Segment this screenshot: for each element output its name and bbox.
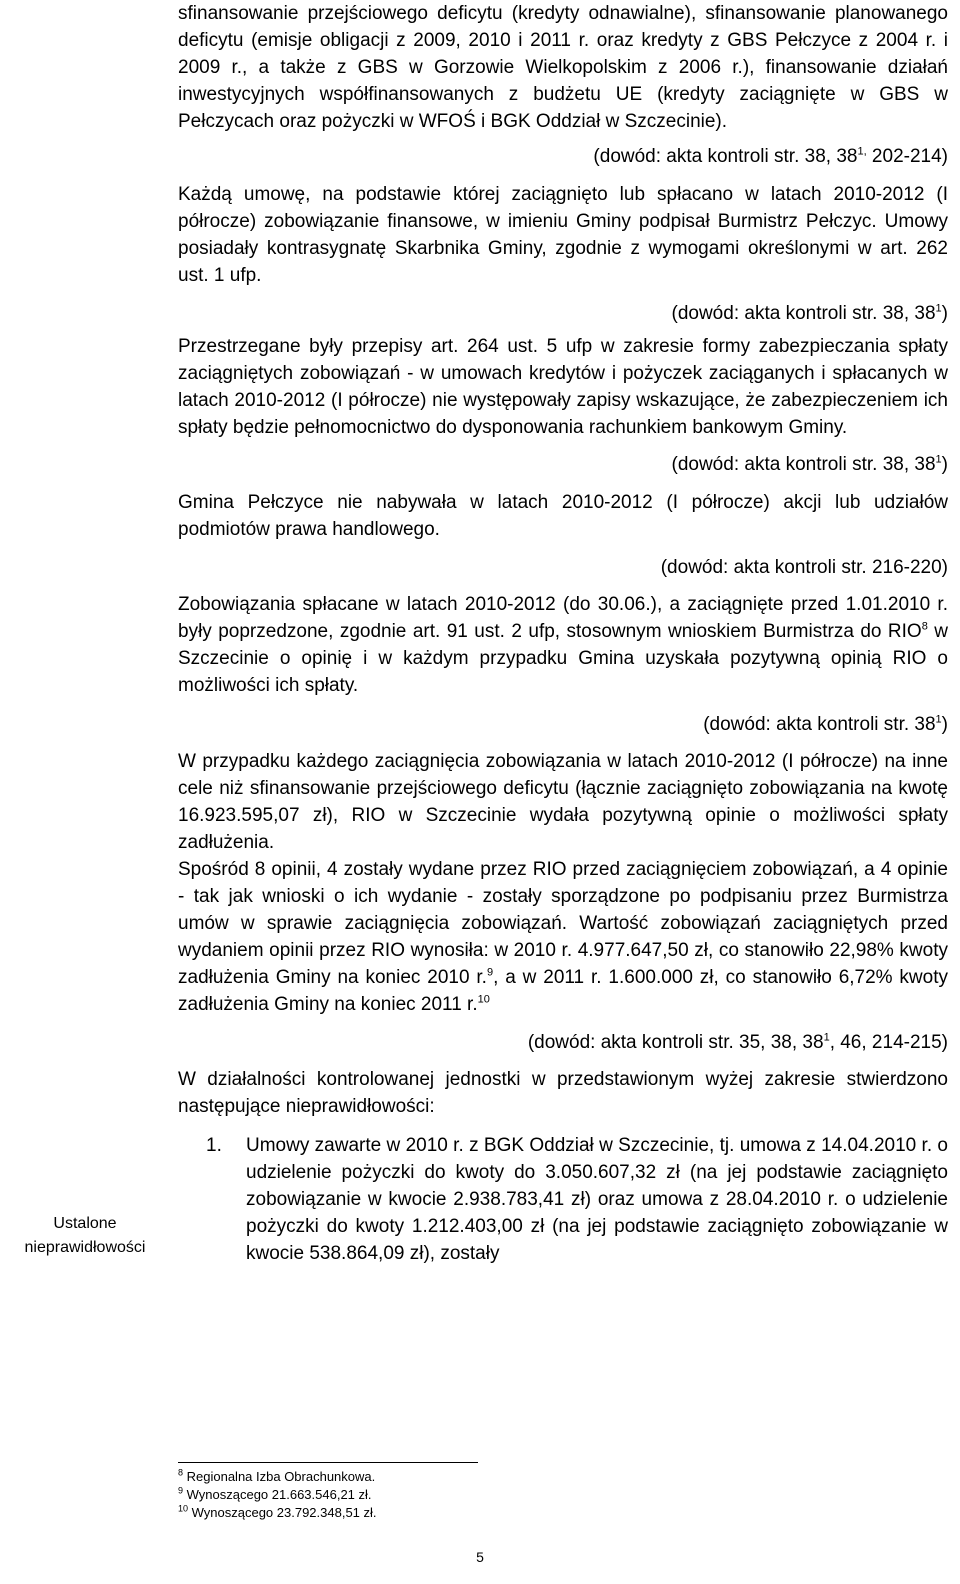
- paragraph-irregularities-intro: W działalności kontrolowanej jednostki w przedstawionym wyżej zakresie stwierdzono następujące nieprawidłowości:: [178, 1069, 948, 1117]
- evidence-citation: (dowód: akta kontroli str. 35, 38, $38^1$, 46, 214-215): [527, 1031, 948, 1053]
- list-item-text: Umowy zawarte w 2010 r. z BGK Oddział w Szczecinie, tj. umowa z 14.04.2010 r. o udzielenie pożyczki do kwoty do 3.050.607,32 zł (na jej podstawie zaciągnięto zobowiązanie w kwocie 2.938.783,41 zł) oraz umowa z 28.04.2010 r. o udzielenie pożyczki do kwoty 1.212.403,00 zł (na jej podstawie zaciągnięto zobowiązanie w kwocie 538.864,09 zł), zostały: [246, 1135, 948, 1264]
- paragraph-rio-opinions: W przypadku każdego zaciągnięcia zobowiązania w latach 2010-2012 (I półrocze) na inne cele niż sfinansowanie przejściowego deficytu (łącznie zaciągnięto zobowiązania na kwotę 16.923.595,07 zł), RIO w Szczecinie wydała pozytywną opinie o możliwości spłaty zadłużenia.: [178, 751, 948, 853]
- footnote: $^9$ Wynoszącego 21.663.546,21 zł.: [178, 1485, 372, 1502]
- footnote: $^8$ Regionalna Izba Obrachunkowa.: [178, 1467, 376, 1484]
- paragraph-opinions-timing: Spośród 8 opinii, 4 zostały wydane przez RIO przed zaciągnięciem zobowiązań, a 4 opinie - tak jak wnioski o ich wydanie - zostały sporządzone po podpisaniu przez Burmistrza umów w sprawie zaciągnięcia zobowiązań. Wartość zobowiązań zaciągniętych przed wydaniem opinii przez RIO wynosiła: w 2010 r. 4.977.647,50 zł, co stanowiło 22,98% kwoty zadłużenia Gminy na koniec 2010 r.$^9$, a w 2011 r. 1.600.000 zł, co stanowiło 6,72% kwoty zadłużenia Gminy na koniec 2011 r.$^{10}$: [178, 859, 949, 1015]
- side-heading-irregularities: Ustalone nieprawidłowości: [24, 1215, 146, 1256]
- evidence-citation: (dowód: akta kontroli str. 216-220): [660, 557, 948, 578]
- paragraph-agreements-signed: Każdą umowę, na podstawie której zaciągnięto lub spłacano w latach 2010-2012 (I półrocze) zobowiązanie finansowe, w imieniu Gminy podpisał Burmistrz Pełczyc. Umowy posiadały kontrasygnatę Skarbnika Gminy, zgodnie z wymogami określonymi w art. 262 ust. 1 ufp.: [178, 184, 948, 286]
- evidence-citation: (dowód: akta kontroli str. $38^1$): [703, 713, 948, 735]
- main-text: [178, 0, 948, 1267]
- paragraph-rio-applications: Zobowiązania spłacane w latach 2010-2012 (do 30.06.), a zaciągnięte przed 1.01.2010 r. były poprzedzone, zgodnie art. 91 ust. 2 ufp, stosownym wnioskiem Burmistrza do RIO$^8$ w Szczecinie o opinię i w każdym przypadku Gmina uzyskała pozytywną opinią RIO o możliwości ich spłaty.: [178, 594, 949, 696]
- evidence-citation: (dowód: akta kontroli str. 38, $38^1$): [671, 453, 948, 475]
- footnote: $^{10}$ Wynoszącego 23.792.348,51 zł.: [178, 1503, 377, 1520]
- evidence-citation: (dowód: akta kontroli str. 38, $38^1$): [671, 302, 948, 324]
- list-item: [178, 1132, 948, 1267]
- paragraph-shares: Gmina Pełczyce nie nabywała w latach 2010-2012 (I półrocze) akcji lub udziałów podmiotów prawa handlowego.: [178, 492, 948, 540]
- page-number: 5: [476, 1549, 484, 1565]
- paragraph-security-provisions: Przestrzegane były przepisy art. 264 ust. 5 ufp w zakresie formy zabezpieczania spłaty zaciągniętych zobowiązań - w umowach kredytów i pożyczek zaciąganych i spłacanych w latach 2010-2012 (I półrocze) nie występowały zapisy wskazujące, że zabezpieczeniem ich spłaty będzie pełnomocnictwo do dysponowania rachunkiem bankowym Gminy.: [178, 336, 948, 438]
- evidence-citation: (dowód: akta kontroli str. 38, $38^{1,}$ 202-214): [593, 145, 948, 167]
- list-item-number: 1.: [206, 1135, 222, 1156]
- paragraph-financing: sfinansowanie przejściowego deficytu (kredyty odnawialne), sfinansowanie planowanego deficytu (emisje obligacji z 2009, 2010 i 2011 r. oraz kredyty z GBS Pełczyce z 2004 r. i 2009 r., a także z GBS w Gorzowie Wielkopolskim z 2006 r.), finansowanie działań inwestycyjnych współfinansowanych z budżetu UE (kredyty zaciągnięte w GBS w Pełczycach oraz pożyczki w WFOŚ i BGK Oddział w Szczecinie).: [178, 3, 948, 132]
- footnotes: [178, 1468, 878, 1522]
- irregularities-list: [178, 1132, 948, 1267]
- footnote-separator: [178, 1462, 478, 1463]
